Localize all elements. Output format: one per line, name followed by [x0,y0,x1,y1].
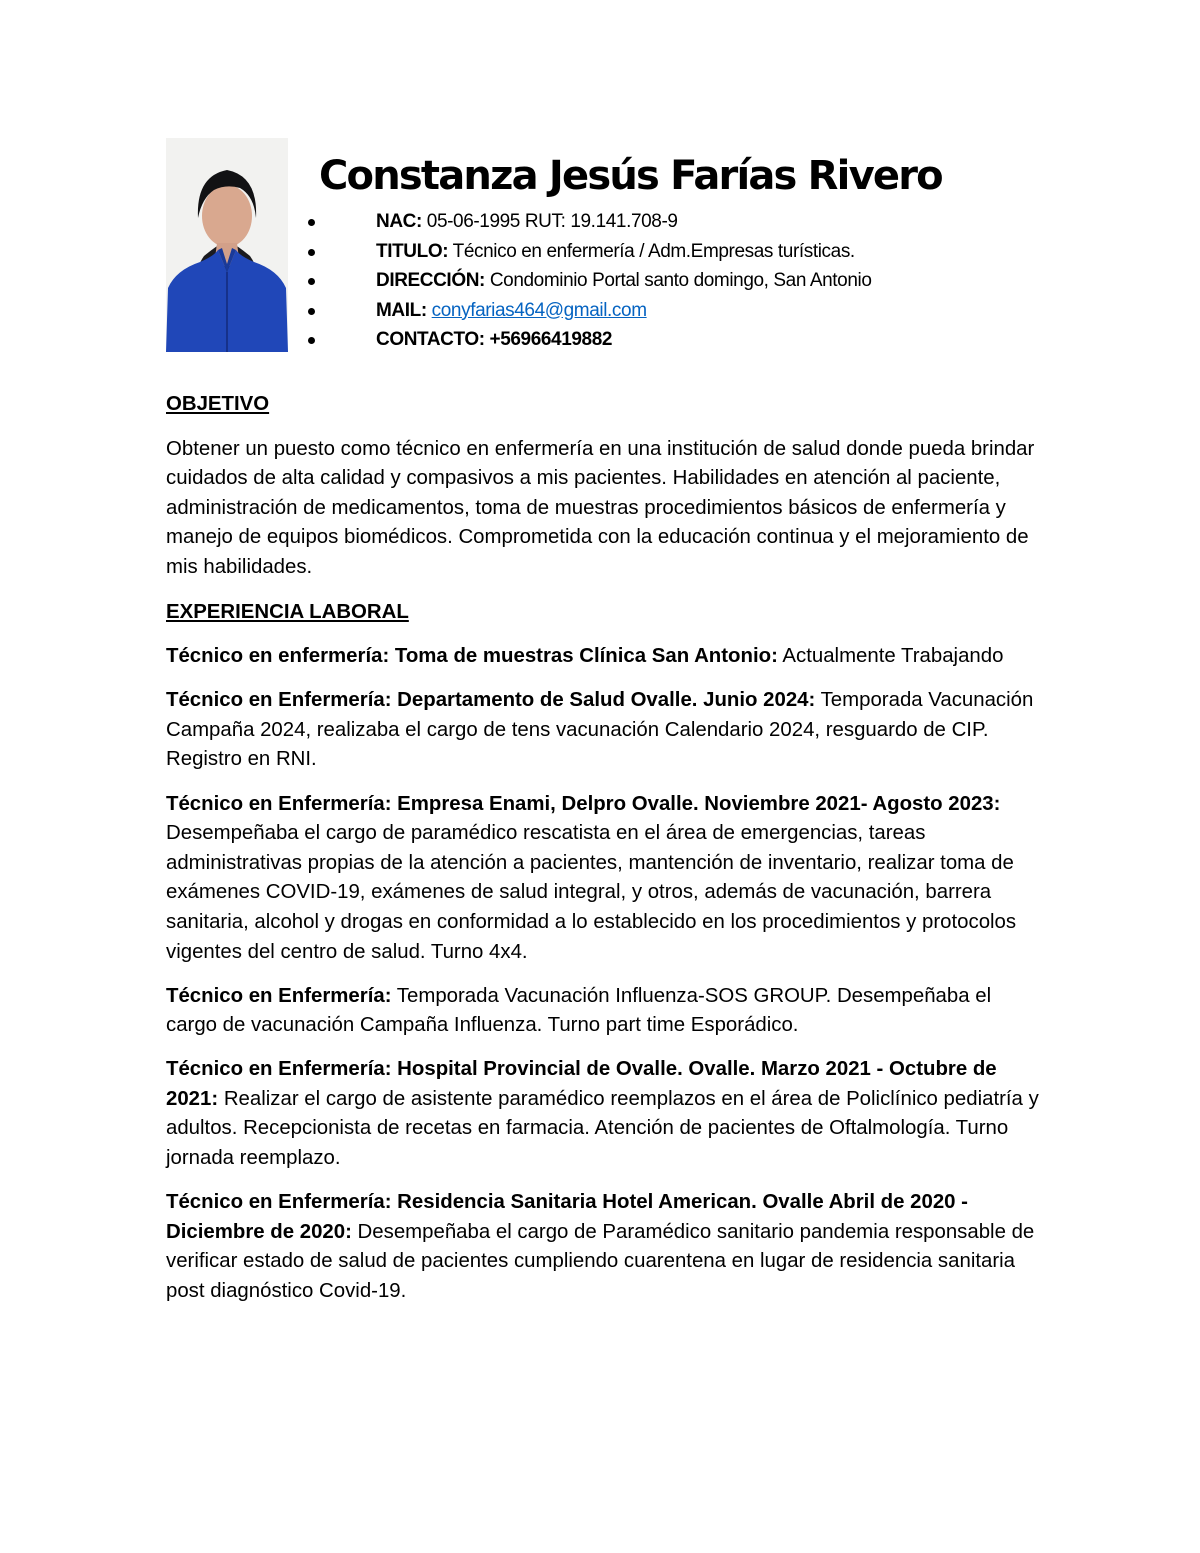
experience-entry [166,790,1046,968]
experience-text: Temporada Vacunación Campaña 2024, realizaba el cargo de tens vacunación Calendario 2024, resguardo de CIP. Registro en RNI. [166,689,1034,771]
experience-title: Técnico en Enfermería: [166,984,392,1007]
resume-body [166,390,1046,1321]
section-heading-experiencia: EXPERIENCIA LABORAL [166,600,409,623]
info-item-direccion [306,266,872,296]
experience-entry [166,686,1046,775]
bullet-icon [308,278,315,285]
experience-text: Desempeñaba el cargo de Paramédico sanitario pandemia responsable de verificar estado de salud de pacientes cumpliendo cuarentena en lugar de residencia sanitaria post diagnóstico Covid-19. [166,1220,1035,1302]
experience-text: Realizar el cargo de asistente paramédico reemplazos en el área de Policlínico pediatría y adultos. Recepcionista de recetas en farmacia. Atención de pacientes de Oftalmología. Turno jornada reemplazo. [166,1087,1039,1170]
info-value: 05-06-1995 RUT: 19.141.708-9 [421,211,678,232]
info-label: MAIL: [376,299,427,321]
info-item-mail [306,296,872,326]
experience-title: Técnico en Enfermería: Residencia Sanitaria Hotel American. Ovalle Abril de 2020 - Diciembre de 2020: [166,1191,968,1243]
experience-entry [166,982,1046,1041]
info-value: Condominio Portal santo domingo, San Antonio [484,270,872,291]
profile-photo [166,138,288,352]
experience-text: Temporada Vacunación Influenza-SOS GROUP. Desempeñaba el cargo de vacunación Campaña Influenza. Turno part time Esporádico. [166,984,992,1037]
personal-info-list [306,207,872,355]
experience-text: Desempeñaba el cargo de paramédico rescatista en el área de emergencias, tareas administrativas propias de la atención a pacientes, mantención de inventario, realizar toma de exámenes COVID-19, exámenes de salud integral, y otros, además de vacunación, barrera sanitaria, alcohol y drogas en conformidad a lo establecido en los procedimientos y protocolos vigentes del centro de salud. Turno 4x4. [166,822,1017,963]
experience-entry [166,1188,1046,1306]
info-item-nac [306,207,872,237]
info-label: NAC: [376,211,422,232]
experience-title: Técnico en Enfermería: Departamento de Salud Ovalle. Junio 2024: [166,689,816,712]
bullet-icon [308,308,315,315]
experience-entry [166,1055,1046,1173]
experience-title: Técnico en Enfermería: Empresa Enami, Delpro Ovalle. Noviembre 2021- Agosto 2023: [166,792,1001,815]
info-label: DIRECCIÓN: [376,270,485,291]
info-item-contacto [306,325,872,355]
email-link[interactable]: conyfarias464@gmail.com [431,299,647,321]
experience-title: Técnico en enfermería: Toma de muestras Clínica San Antonio: [166,645,778,668]
info-value: Técnico en enfermería / Adm.Empresas turísticas. [448,240,855,262]
experience-entry [166,642,1046,672]
info-label: TITULO: [376,240,449,262]
info-label: CONTACTO: [376,329,485,350]
bullet-icon [308,249,315,256]
section-heading-objetivo: OBJETIVO [166,393,270,415]
info-item-titulo [306,237,872,267]
info-value: +56966419882 [484,329,613,350]
objective-text: Obtener un puesto como técnico en enfermería en una institución de salud donde pueda brindar cuidados de alta calidad y compasivos a mis pacientes. Habilidades en atención al paciente, administración de medicamentos, toma de muestras procedimientos básicos de enfermería y manejo de equipos biomédicos. Comprometida con la educación continua y el mejoramiento de mis habilidades. [166,437,1035,578]
bullet-icon [308,337,315,344]
candidate-name: Constanza Jesús Farías Rivero [319,153,942,199]
bullet-icon [308,219,315,226]
experience-title: Técnico en Enfermería: Hospital Provincial de Ovalle. Ovalle. Marzo 2021 - Octubre de 2021: [166,1058,997,1110]
experience-text: Actualmente Trabajando [777,645,1004,668]
